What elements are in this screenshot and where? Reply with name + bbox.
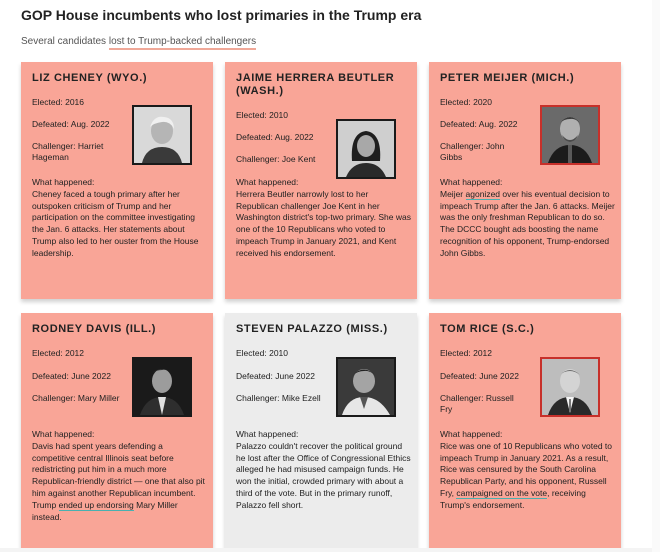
elected-field: Elected: 2010 bbox=[236, 348, 289, 358]
scrollbar-track[interactable] bbox=[652, 0, 660, 552]
what-happened: What happened: Davis had spent years defending a competitive central Illinois seat before redistricting put him in a much more Republican-friendly district — one that also pit him against another Republican incumbent. Trump ended up endorsing Mary Miller instead. bbox=[32, 429, 205, 522]
what-happened: What happened: Cheney faced a tough primary after her outspoken criticism of Trump and her participation on the committee investigating the Jan. 6 attacks. Her statements about Trump also led to her ouster from the House leadership. bbox=[32, 177, 199, 258]
subtitle-text: Several candidates bbox=[21, 36, 109, 47]
defeated-field: Defeated: June 2022 bbox=[440, 371, 519, 381]
defeated-field: Defeated: June 2022 bbox=[32, 371, 111, 381]
card-name: JAIME HERRERA BEUTLER (WASH.) bbox=[236, 72, 395, 97]
challenger-field: Challenger: Mary Miller bbox=[32, 393, 120, 403]
portrait-photo bbox=[132, 357, 192, 417]
challenger-field: Challenger: Joe Kent bbox=[236, 154, 316, 164]
portrait-photo bbox=[336, 357, 396, 417]
footer-divider bbox=[0, 548, 660, 552]
page-title: GOP House incumbents who lost primaries in the Trump era bbox=[21, 7, 422, 23]
portrait-photo bbox=[336, 119, 396, 179]
challenger-field: Challenger: John Gibbs bbox=[440, 141, 505, 162]
portrait-image bbox=[542, 359, 598, 415]
card-name: STEVEN PALAZZO (MISS.) bbox=[236, 323, 388, 335]
elected-field: Elected: 2016 bbox=[32, 97, 85, 107]
portrait-image bbox=[338, 121, 394, 177]
what-happened: What happened: Rice was one of 10 Republicans who voted to impeach Trump in January 2021. As a result, Rice was censured by the South Carolina Republican Party, and his opponent, Russell Fry, campaigned on the vote, receiving Trump's endorsement. bbox=[440, 429, 612, 510]
challenger-field: Challenger: Mike Ezell bbox=[236, 393, 321, 403]
card-name: RODNEY DAVIS (ILL.) bbox=[32, 323, 157, 335]
elected-field: Elected: 2012 bbox=[440, 348, 493, 358]
challenger-field: Challenger: Harriet Hageman bbox=[32, 141, 104, 162]
what-happened: What happened: Palazzo couldn't recover the political ground he lost after the Office of Congressional Ethics alleged he had misused campaign funds. He won the initial, crowded primary with about a third of the vote. But in the primary runoff, Palazzo fell short. bbox=[236, 429, 411, 510]
what-happened: What happened: Herrera Beutler narrowly lost to her Republican challenger Joe Kent in her Washington district's top-two primary. She was one of the 10 Republicans who voted to impeach Trump in January 2021, and Kent received his endorsement. bbox=[236, 177, 411, 258]
portrait-image bbox=[134, 107, 190, 163]
portrait-photo bbox=[540, 105, 600, 165]
card-rodney-davis bbox=[21, 313, 213, 552]
article-link[interactable]: campaigned on the vote bbox=[456, 487, 548, 498]
card-name: TOM RICE (S.C.) bbox=[440, 323, 535, 335]
page-subtitle bbox=[21, 36, 256, 47]
card-peter-meijer bbox=[429, 62, 621, 299]
article-link[interactable]: ended up endorsing bbox=[58, 499, 134, 510]
card-name: LIZ CHENEY (WYO.) bbox=[32, 72, 148, 84]
card-name: PETER MEIJER (MICH.) bbox=[440, 72, 575, 84]
defeated-field: Defeated: Aug. 2022 bbox=[32, 119, 110, 129]
defeated-field: Defeated: Aug. 2022 bbox=[236, 132, 314, 142]
portrait-photo bbox=[540, 357, 600, 417]
elected-field: Elected: 2020 bbox=[440, 97, 493, 107]
elected-field: Elected: 2012 bbox=[32, 348, 85, 358]
card-tom-rice bbox=[429, 313, 621, 552]
article-link[interactable]: agonized bbox=[465, 188, 501, 199]
defeated-field: Defeated: June 2022 bbox=[236, 371, 315, 381]
defeated-field: Defeated: Aug. 2022 bbox=[440, 119, 518, 129]
subtitle-link[interactable]: lost to Trump-backed challengers bbox=[109, 36, 256, 50]
elected-field: Elected: 2010 bbox=[236, 110, 289, 120]
portrait-image bbox=[542, 107, 598, 163]
what-happened: What happened: Meijer agonized over his eventual decision to impeach Trump after the Jan. 6 attacks. Meijer was the only freshman Republican to do so. The DCCC bought ads boosting the name recognition of his opponent, Trump-endorsed John Gibbs. bbox=[440, 177, 615, 258]
card-jaime-herrera-beutler bbox=[225, 62, 417, 299]
challenger-field: Challenger: Russell Fry bbox=[440, 393, 514, 414]
portrait-image bbox=[134, 359, 190, 415]
card-steven-palazzo bbox=[225, 313, 417, 552]
portrait-photo bbox=[132, 105, 192, 165]
card-liz-cheney bbox=[21, 62, 213, 299]
portrait-image bbox=[338, 359, 394, 415]
